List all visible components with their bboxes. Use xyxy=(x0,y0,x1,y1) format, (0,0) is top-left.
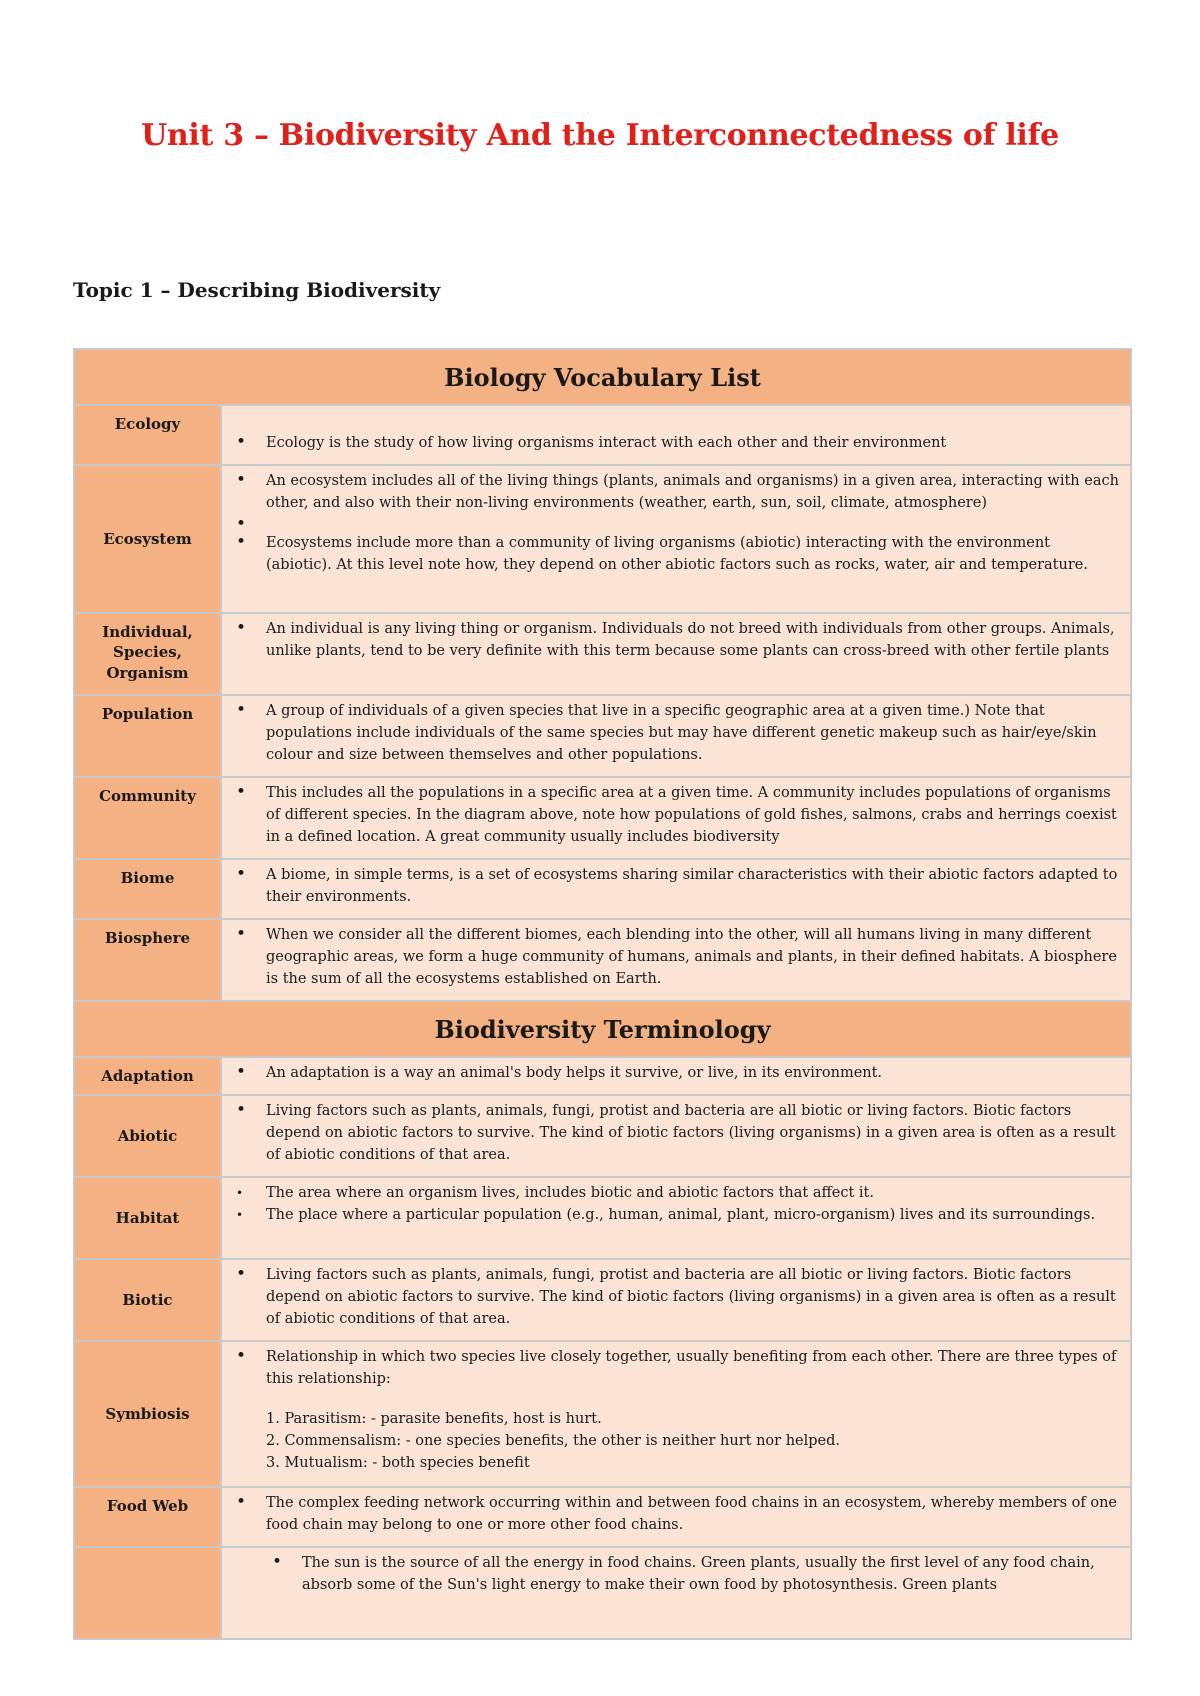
definition-bullet: • Living factors such as plants, animals, fungi, protist and bacteria are all biotic or living factors. Biotic factors depend on abiotic factors to survive. The kind of biotic factors (living organisms) in a given area is often as a result of abiotic conditions of that area. xyxy=(232,1100,1120,1166)
spacer xyxy=(232,1390,1120,1408)
document-title: Unit 3 – Biodiversity And the Interconnectedness of life xyxy=(141,118,1059,153)
table-row xyxy=(74,1057,1131,1095)
definition-cell xyxy=(221,695,1131,777)
definition-bullet: • This includes all the populations in a specific area at a given time. A community includes populations of organisms of different species. In the diagram above, note how populations of gold fishes, salmons, crabs and herrings coexist in a defined location. A great community usually includes biodiversity xyxy=(232,782,1120,848)
table-row xyxy=(74,777,1131,859)
definition-bullet: • An individual is any living thing or organism. Individuals do not breed with individuals from other groups. Animals, unlike plants, tend to be very definite with this term because some plants can cross-breed with other fertile plants xyxy=(232,618,1120,662)
definition-cell xyxy=(221,1057,1131,1095)
table-row xyxy=(74,1487,1131,1547)
term-ecosystem: Ecosystem xyxy=(74,465,221,613)
definition-bullet: • The area where an organism lives, includes biotic and abiotic factors that affect it. xyxy=(232,1182,1120,1204)
definition-bullet: • Relationship in which two species live closely together, usually benefiting from each other. There are three types of this relationship: xyxy=(232,1346,1120,1390)
term-adaptation: Adaptation xyxy=(74,1057,221,1095)
table-row xyxy=(74,919,1131,1001)
definition-bullet: • When we consider all the different biomes, each blending into the other, will all humans living in many different geographic areas, we form a huge community of humans, animals and plants, in their defined habitats. A biosphere is the sum of all the ecosystems established on Earth. xyxy=(232,924,1120,990)
topic-heading: Topic 1 – Describing Biodiversity xyxy=(73,278,441,302)
definition-cell xyxy=(221,777,1131,859)
definition-cell xyxy=(221,919,1131,1001)
definition-bullet: • The complex feeding network occurring within and between food chains in an ecosystem, whereby members of one food chain may belong to one or more other food chains. xyxy=(232,1492,1120,1536)
definition-cell xyxy=(221,1259,1131,1341)
vocabulary-table xyxy=(73,348,1132,1640)
definition-bullet: • Ecology is the study of how living organisms interact with each other and their environment xyxy=(232,432,1120,454)
term-population: Population xyxy=(74,695,221,777)
definition-bullet: • The place where a particular population (e.g., human, animal, plant, micro-organism) lives and its surroundings. xyxy=(232,1204,1120,1226)
table-row xyxy=(74,695,1131,777)
symbiosis-type: 3. Mutualism: - both species benefit xyxy=(266,1455,530,1472)
vocab-list-header: Biology Vocabulary List xyxy=(74,349,1131,405)
table-row xyxy=(74,859,1131,919)
table-row xyxy=(74,1177,1131,1259)
table-row xyxy=(74,1095,1131,1177)
definition-cell xyxy=(221,1341,1131,1487)
table-row xyxy=(74,465,1131,613)
definition-cell xyxy=(221,465,1131,613)
definition-bullet: • A biome, in simple terms, is a set of ecosystems sharing similar characteristics with their abiotic factors adapted to their environments. xyxy=(232,864,1120,908)
term-symbiosis: Symbiosis xyxy=(74,1341,221,1487)
definition-bullet: • The sun is the source of all the energy in food chains. Green plants, usually the first level of any food chain, absorb some of the Sun's light energy to make their own food by photosynthesis. Green plants xyxy=(232,1552,1120,1596)
symbiosis-type: 1. Parasitism: - parasite benefits, host is hurt. xyxy=(266,1411,602,1428)
definition-cell xyxy=(221,613,1131,695)
terminology-header: Biodiversity Terminology xyxy=(74,1001,1131,1057)
definition-bullet: • A group of individuals of a given species that live in a specific geographic area at a given time.) Note that populations include individuals of the same species but may have different genetic makeup such as hair/eye/skin colour and size between themselves and other populations. xyxy=(232,700,1120,766)
term-food-web: Food Web xyxy=(74,1487,221,1547)
definition-cell xyxy=(221,1547,1131,1639)
table-row xyxy=(74,1259,1131,1341)
definition-bullet: • An ecosystem includes all of the living things (plants, animals and organisms) in a given area, interacting with each other, and also with their non-living environments (weather, earth, sun, soil, climate, atmosphere) xyxy=(232,470,1120,514)
table-row xyxy=(74,613,1131,695)
section-header-row xyxy=(74,1001,1131,1057)
definition-bullet: • An adaptation is a way an animal's body helps it survive, or live, in its environment. xyxy=(232,1062,1120,1084)
definition-cell xyxy=(221,1177,1131,1259)
term-ecology: Ecology xyxy=(74,405,221,465)
term-biosphere: Biosphere xyxy=(74,919,221,1001)
definition-bullet: • Living factors such as plants, animals, fungi, protist and bacteria are all biotic or living factors. Biotic factors depend on abiotic factors to survive. The kind of biotic factors (living organisms) in a given area is often as a result of abiotic conditions of that area. xyxy=(232,1264,1120,1330)
term-abiotic: Abiotic xyxy=(74,1095,221,1177)
table-row xyxy=(74,1547,1131,1639)
term-community: Community xyxy=(74,777,221,859)
section-header-row xyxy=(74,349,1131,405)
symbiosis-type: 2. Commensalism: - one species benefits, the other is neither hurt nor helped. xyxy=(266,1433,841,1450)
definition-cell xyxy=(221,859,1131,919)
definition-cell xyxy=(221,1487,1131,1547)
definition-bullet: • Ecosystems include more than a community of living organisms (abiotic) interacting with the environment (abiotic). At this level note how, they depend on other abiotic factors such as rocks, water, air and temperature. xyxy=(232,532,1120,576)
definition-cell xyxy=(221,405,1131,465)
table-row xyxy=(74,1341,1131,1487)
term-biotic: Biotic xyxy=(74,1259,221,1341)
term-empty xyxy=(74,1547,221,1639)
definition-cell xyxy=(221,1095,1131,1177)
spacer xyxy=(232,514,1120,532)
term-individual: Individual, Species, Organism xyxy=(74,613,221,695)
term-habitat: Habitat xyxy=(74,1177,221,1259)
term-biome: Biome xyxy=(74,859,221,919)
table-row xyxy=(74,405,1131,465)
